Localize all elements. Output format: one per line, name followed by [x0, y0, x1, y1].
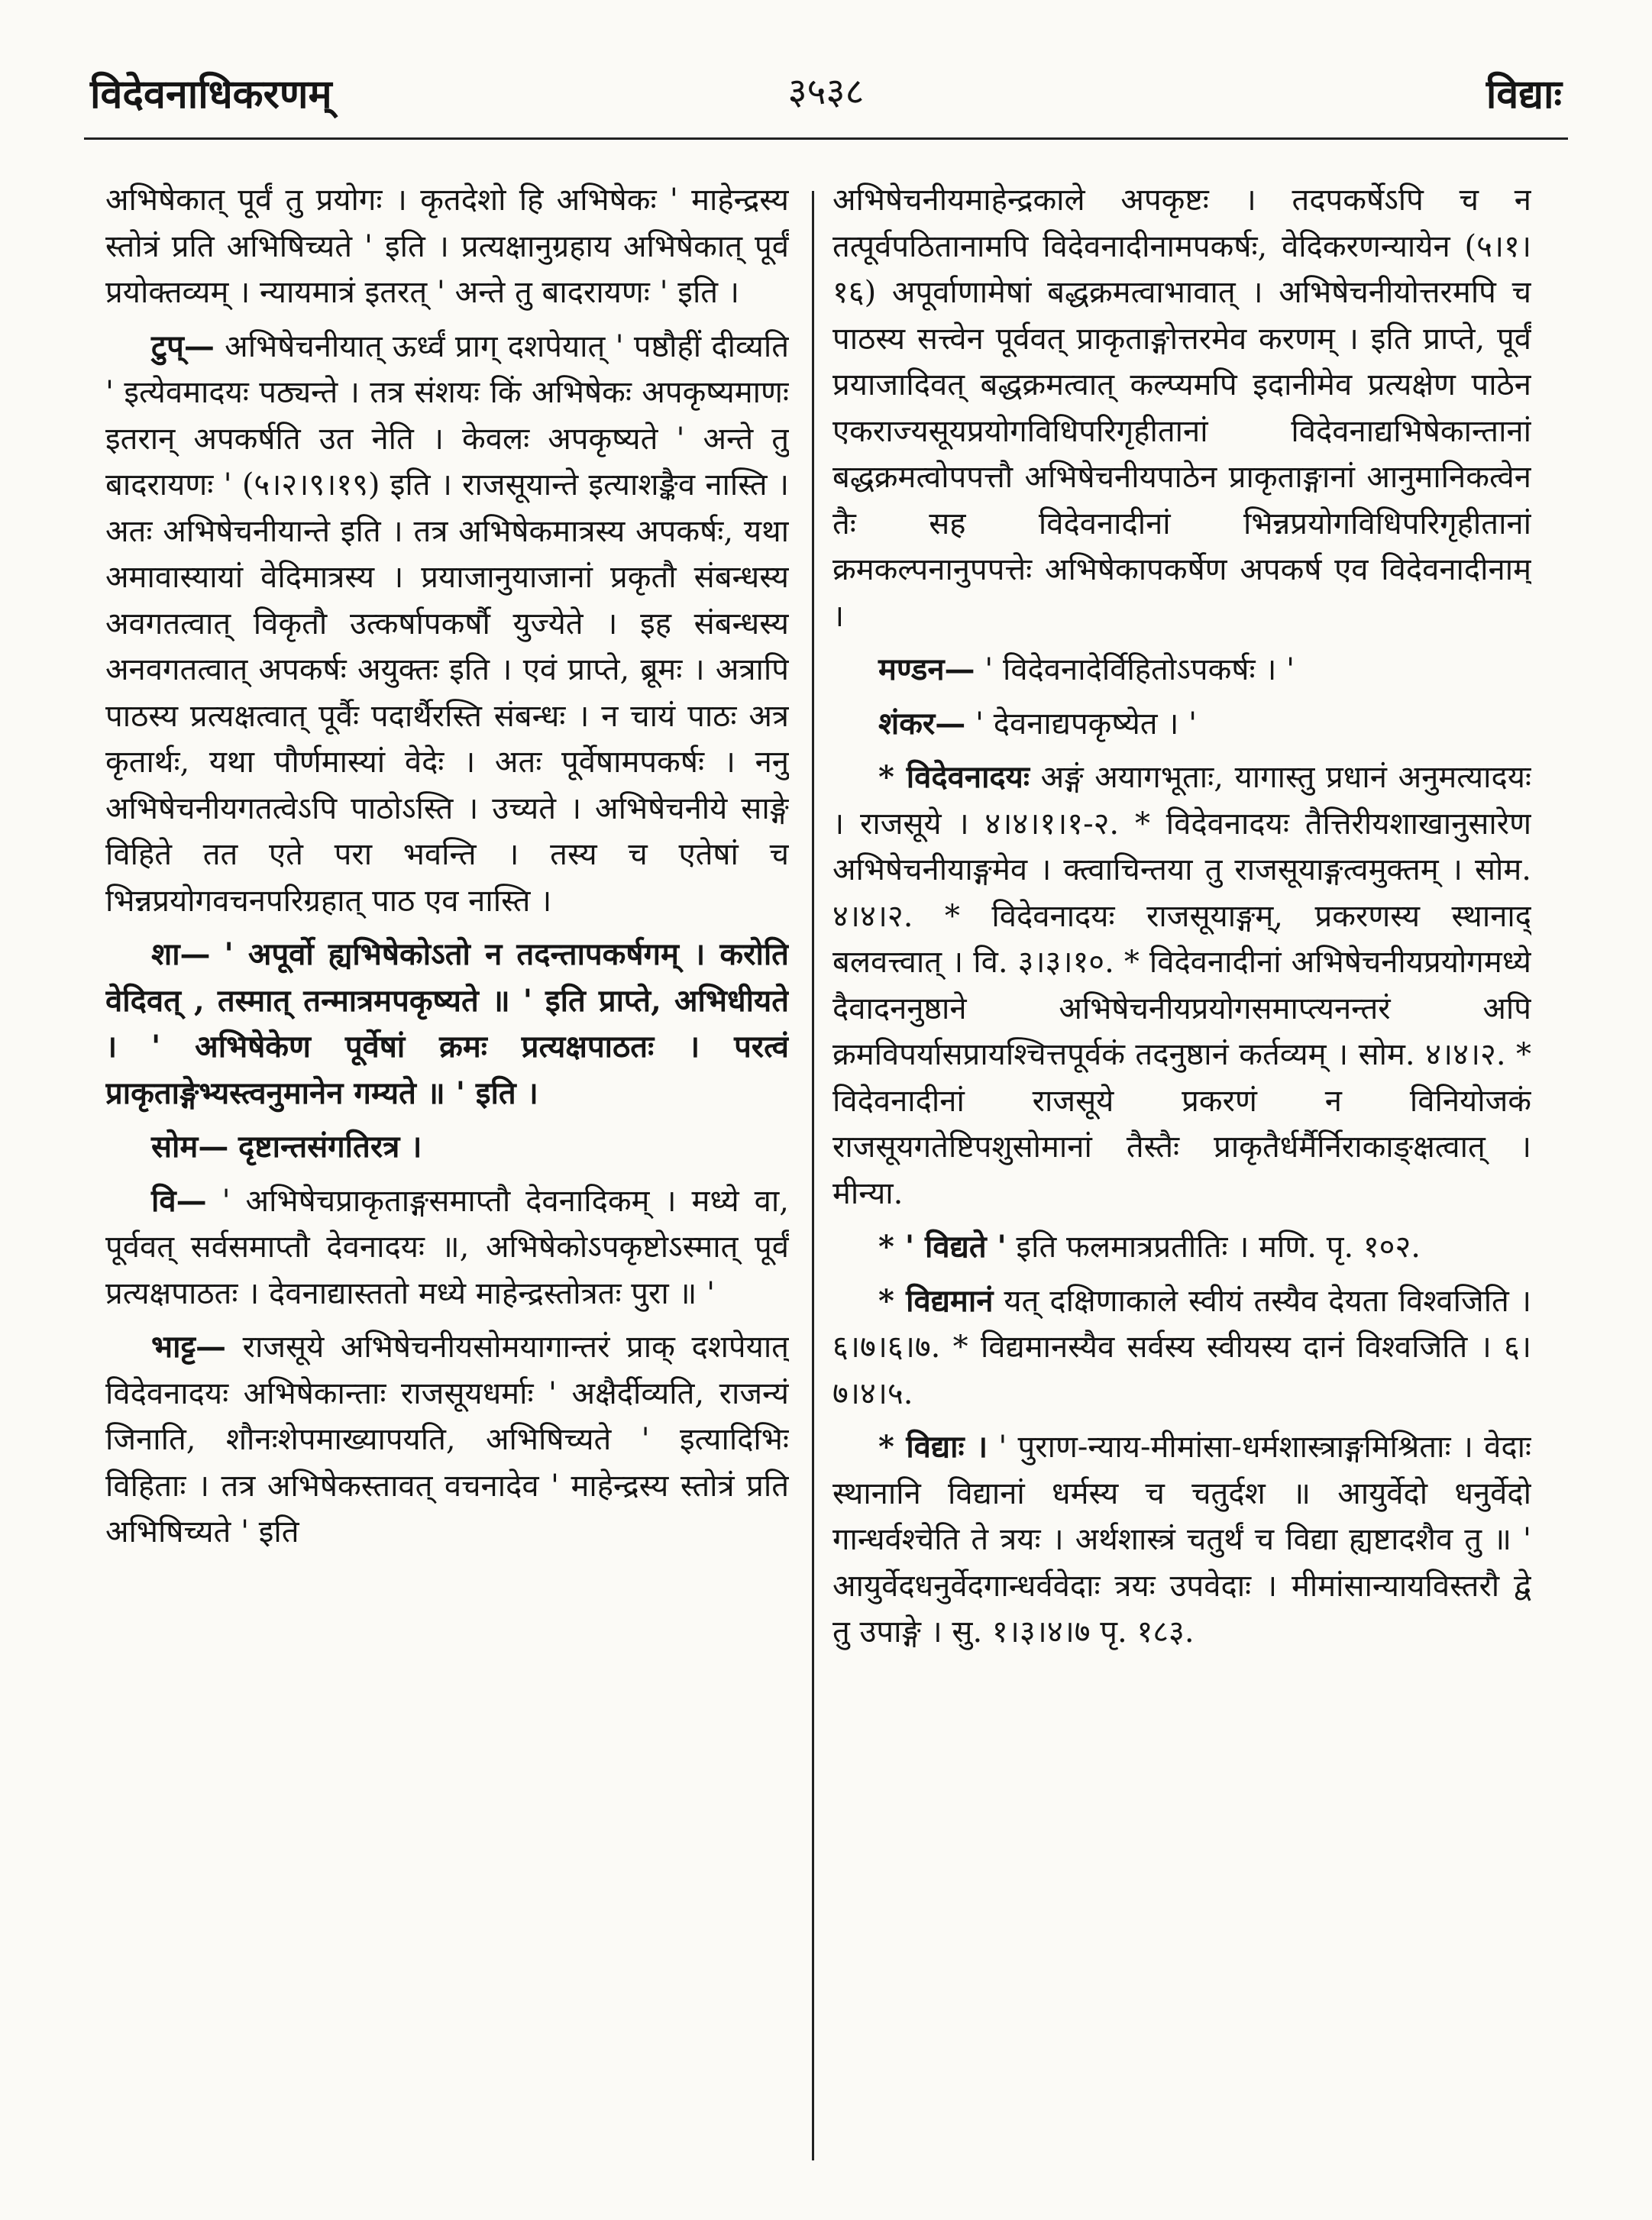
paragraph-text: अङ्गं अयागभूताः, यागास्तु प्रधानं अनुमत्यादयः । राजसूये । ४।४।१।१-२. * विदेवनादयः तैत्तिरीयशाखानुसारेण अभिषेचनीयाङ्गमेव । क्त्वाचिन्तया तु राजसूयाङ्गत्वमुक्तम् । सोम. ४।४।२. * विदेवनादयः राजसूयाङ्गम्, प्रकरणस्य स्थानाद् बलवत्त्वात् । वि. ३।३।१०. * विदेवनादीनां अभिषेचनीयप्रयोगमध्ये दैवादननुष्ठाने अभिषेचनीयप्रयोगसमाप्त्यनन्तरं अपि क्रमविपर्यासप्रायश्चित्तपूर्वकं तदनुष्ठानं कर्तव्यम् । सोम. ४।४।२. * विदेवनादीनां राजसूये प्रकरणं न विनियोजकं राजसूयगतेष्टिपशुसोमानां तैस्तैः प्राकृतैर्धर्मैर्निराकाङ्क्षत्वात् । मीन्या. [832, 760, 1531, 1211]
paragraph-text: ' देवनाद्यपकृष्येत । ' [975, 706, 1198, 742]
paragraph [105, 1124, 789, 1171]
paragraph-label: * ' विद्यते ' [878, 1229, 1007, 1265]
page-header [90, 66, 1562, 119]
paragraph-text: राजसूये अभिषेचनीयसोमयागान्तरं प्राक् दशपेयात् विदेवनादयः अभिषेकान्ताः राजसूयधर्माः ' अक्षैर्दीव्यति, राजन्यं जिनाति, शौनःशेपमाख्यापयति, अभिषिच्यते ' इत्यादिभिः विहिताः । तत्र अभिषेकस्तावत् वचनादेव ' माहेन्द्रस्य स्तोत्रं प्रति अभिषिच्यते ' इति [105, 1330, 789, 1549]
column-divider [812, 191, 814, 2160]
paragraph [832, 647, 1531, 693]
paragraph-text: अभिषेचनीयमाहेन्द्रकाले अपकृष्टः । तदपकर्षेऽपि च न तत्पूर्वपठितानामपि विदेवनादीनामपकर्षः, वेदिकरणन्यायेन (५।१।१६) अपूर्वाणामेषां बद्धक्रमत्वाभावात् । अभिषेचनीयोत्तरमपि च पाठस्य सत्त्वेन पूर्ववत् प्राकृताङ्गोत्तरमेव करणम् । इति प्राप्ते, पूर्वं प्रयाजादिवत् बद्धक्रमत्वात् कल्प्यमपि इदानीमेव प्रत्यक्षेण पाठेन एकराज्यसूयप्रयोगविधिपरिगृहीतानां विदेवनाद्यभिषेकान्तानां बद्धक्रमत्वोपपत्तौ अभिषेचनीयपाठेन प्राकृताङ्गानां आनुमानिकत्वेन तैः सह विदेवनादीनां भिन्नप्रयोगविधिपरिगृहीतानां क्रमकल्पनानुपपत्तेः अभिषेकापकर्षेण अपकर्ष एव विदेवनादीनाम् । [832, 183, 1531, 634]
paragraph [105, 324, 789, 925]
left-column [105, 177, 789, 1563]
header-rule [84, 137, 1568, 140]
paragraph-label: शा— [151, 936, 211, 972]
page-number: ३५३८ [787, 70, 865, 113]
paragraph-label: वि— [151, 1182, 207, 1219]
paragraph [832, 177, 1531, 639]
right-column [832, 177, 1531, 1663]
header-headword-right: विद्याः [1486, 71, 1562, 118]
paragraph [832, 1224, 1531, 1271]
paragraph-label: * विद्यमानं [878, 1282, 994, 1319]
paragraph [832, 1278, 1531, 1417]
paragraph-text: ' अभिषेचप्राकृताङ्गसमाप्तौ देवनादिकम् । मध्ये वा, पूर्ववत् सर्वसमाप्तौ देवनादयः ॥, अभिषेकोऽपकृष्टोऽस्मात् पूर्वं प्रत्यक्षपाठतः । देवनाद्यास्ततो मध्ये माहेन्द्रस्तोत्रतः पुरा ॥ ' [105, 1183, 789, 1311]
paragraph-text: ' विदेवनादेर्विहितोऽपकर्षः । ' [984, 652, 1295, 687]
paragraph [832, 755, 1531, 1217]
paragraph-label: * विदेवनादयः [878, 759, 1030, 795]
paragraph [105, 1324, 789, 1556]
paragraph [832, 1424, 1531, 1656]
paragraph-text: यत् दक्षिणाकाले स्वीयं तस्यैव देयता विश्वजिति । ६।७।६।७. * विद्यमानस्यैव सर्वस्य स्वीयस्य दानं विश्वजिति । ६।७।४।५. [832, 1283, 1531, 1411]
paragraph-text: इति फलमात्रप्रतीतिः । मणि. पृ. १०२. [1016, 1230, 1421, 1265]
paragraph-label: मण्डन— [878, 651, 975, 687]
paragraph-text: दृष्टान्तसंगतिरत्र । [238, 1129, 422, 1165]
paragraph [105, 1178, 789, 1317]
paragraph-label: टुप्— [151, 328, 215, 364]
paragraph-label: सोम— [151, 1129, 229, 1165]
paragraph-label: भाट्ट— [151, 1329, 227, 1365]
paragraph-label: शंकर— [878, 705, 966, 742]
paragraph [105, 932, 789, 1116]
paragraph-text: ' अपूर्वो ह्यभिषेकोऽतो न तदन्तापकर्षगम् । करोति वेदिवत् , तस्मात् तन्मात्रमपकृष्यते ॥ ' इति प्राप्ते, अभिधीयते । ' अभिषेकेण पूर्वेषां क्रमः प्रत्यक्षपाठतः । परत्वं प्राकृताङ्गेभ्यस्त्वनुमानेन गम्यते ॥ ' इति । [105, 936, 789, 1111]
paragraph-text: अभिषेचनीयात् ऊर्ध्वं प्राग् दशपेयात् ' पष्ठौहीं दीव्यति ' इत्येवमादयः पठ्यन्ते । तत्र संशयः किं अभिषेकः अपकृष्यमाणः इतरान् अपकर्षति उत नेति । केवलः अपकृष्यते ' अन्ते तु बादरायणः ' (५।२।९।१९) इति । राजसूयान्ते इत्याशङ्कैव नास्ति । अतः अभिषेचनीयान्ते इति । तत्र अभिषेकमात्रस्य अपकर्षः, यथा अमावास्यायां वेदिमात्रस्य । प्रयाजानुयाजानां प्रकृतौ संबन्धस्य अवगतत्वात् विकृतौ उत्कर्षापकर्षौ युज्येते । इह संबन्धस्य अनवगतत्वात् अपकर्षः अयुक्तः इति । एवं प्राप्ते, ब्रूमः । अत्रापि पाठस्य प्रत्यक्षत्वात् पूर्वैः पदार्थैरस्ति संबन्धः । न चायं पाठः अत्र कृतार्थः, यथा पौर्णमास्यां वेदेः । अतः पूर्वेषामपकर्षः । ननु अभिषेचनीयगतत्वेऽपि पाठोऽस्ति । उच्यते । अभिषेचनीये साङ्गे विहिते तत एते परा भवन्ति । तस्य च एतेषां च भिन्नप्रयोगवचनपरिग्रहात् पाठ एव नास्ति । [105, 328, 789, 919]
header-headword-left: विदेवनाधिकरणम् [90, 71, 332, 118]
paragraph [832, 701, 1531, 748]
paragraph-label: * विद्याः । [878, 1429, 988, 1465]
paragraph-text: अभिषेकात् पूर्वं तु प्रयोगः । कृतदेशो हि अभिषेकः ' माहेन्द्रस्य स्तोत्रं प्रति अभिषिच्यते ' इति । प्रत्यक्षानुग्रहाय अभिषेकात् पूर्वं प्रयोक्तव्यम् । न्यायमात्रं इतरत् ' अन्ते तु बादरायणः ' इति । [105, 183, 789, 310]
paragraph-text: ' पुराण-न्याय-मीमांसा-धर्मशास्त्राङ्गमिश्रिताः । वेदाः स्थानानि विद्यानां धर्मस्य च चतुर्दश ॥ आयुर्वेदो धनुर्वेदो गान्धर्वश्चेति ते त्रयः । अर्थशास्त्रं चतुर्थं च विद्या ह्यष्टादशैव तु ॥ ' आयुर्वेदधनुर्वेदगान्धर्ववेदाः त्रयः उपवेदाः । मीमांसान्यायविस्तरौ द्वे तु उपाङ्गे । सु. १।३।४।७ पृ. १८३. [832, 1430, 1531, 1650]
paragraph [105, 177, 789, 316]
